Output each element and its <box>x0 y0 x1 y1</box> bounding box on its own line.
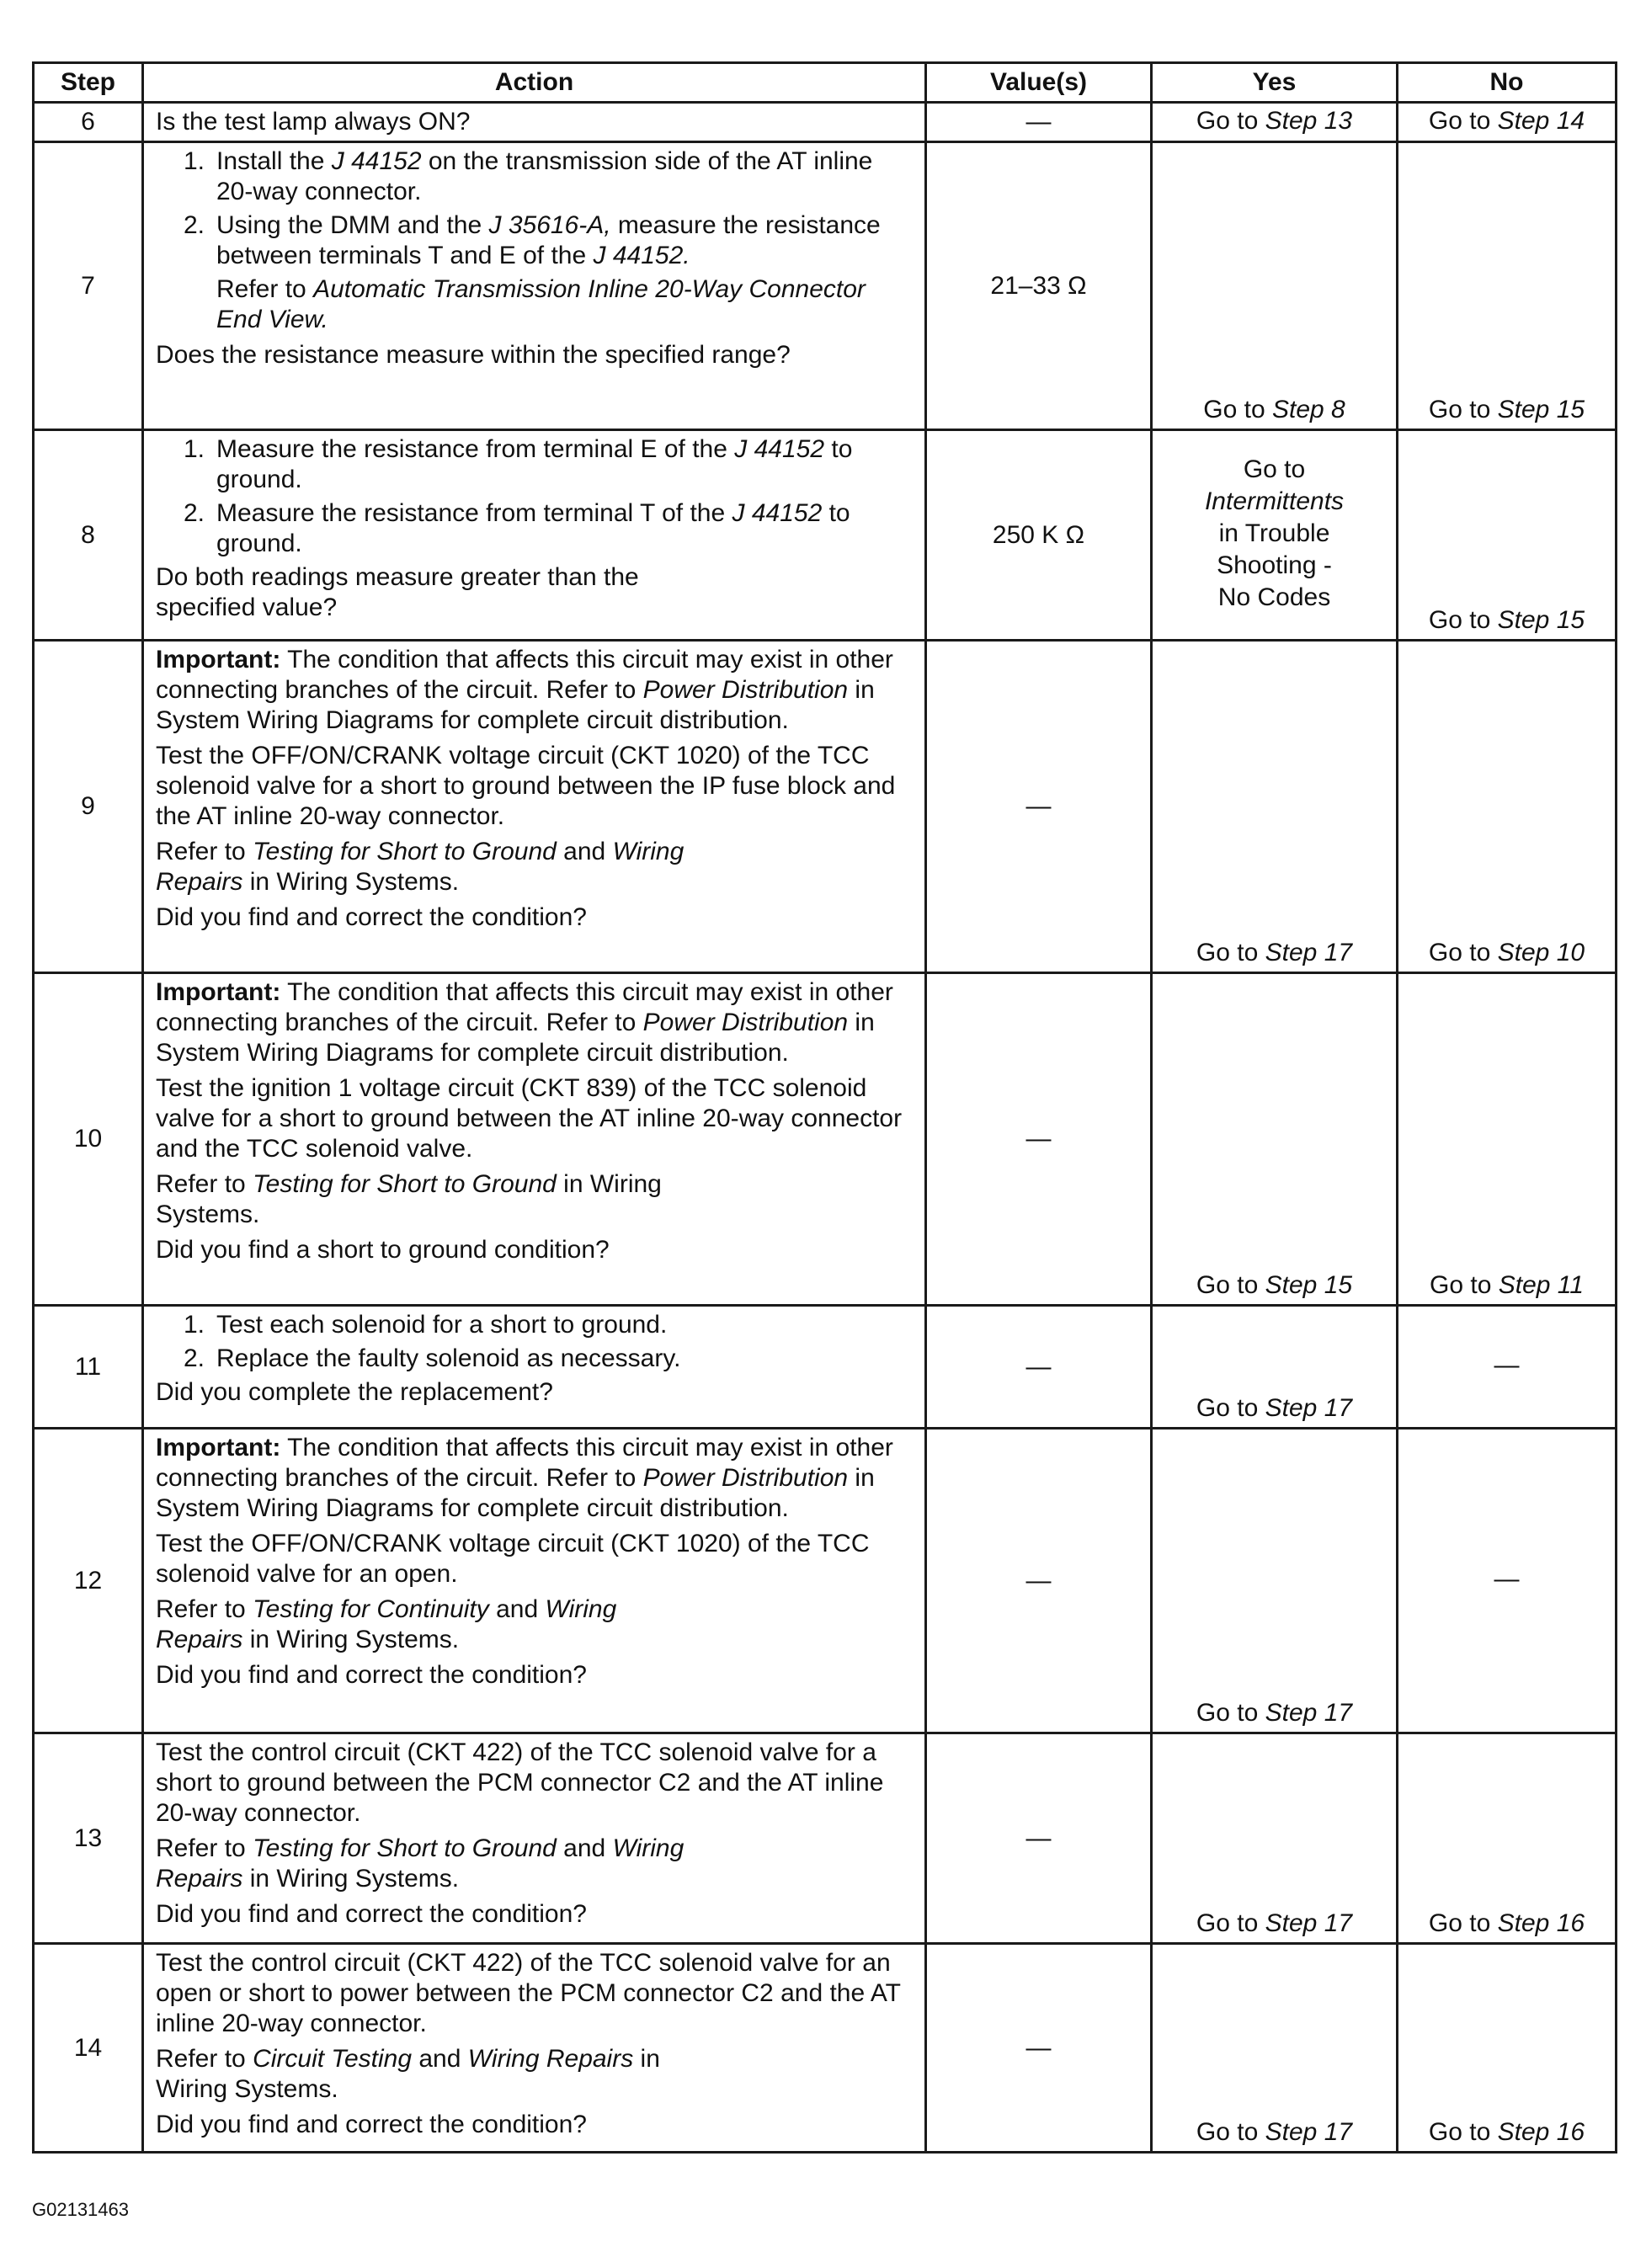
yes-prefix: Go to <box>1196 939 1265 966</box>
header-step: Step <box>34 63 143 103</box>
value-cell: 21–33 Ω <box>926 142 1152 430</box>
step-number: 6 <box>34 103 143 142</box>
important-note <box>156 645 916 736</box>
yes-line: Go to <box>1243 455 1306 483</box>
no-cell <box>1398 641 1617 973</box>
header-values: Value(s) <box>926 63 1152 103</box>
list-number: 2. <box>183 211 205 239</box>
text-span: The condition that affects this circuit may exist in other connecting branches of the circuit. Refer to <box>156 1434 893 1492</box>
table-row <box>34 103 1617 142</box>
no-step-ref: Step 15 <box>1497 606 1585 634</box>
list-number: 2. <box>183 499 205 527</box>
yes-prefix: Go to <box>1196 1909 1265 1937</box>
tool-ref: J 44152 <box>734 435 825 463</box>
list-item <box>156 146 916 207</box>
list-number: 1. <box>183 435 205 463</box>
important-label: Important: <box>156 646 281 673</box>
yes-prefix: Go to <box>1196 106 1265 135</box>
text-span: to ground. <box>216 435 853 493</box>
header-no: No <box>1398 63 1617 103</box>
no-step-ref: Step 16 <box>1497 2118 1585 2146</box>
text-span: in Wiring Systems. <box>156 1170 662 1228</box>
yes-step-ref: Step 15 <box>1265 1271 1353 1299</box>
no-step-ref: Step 15 <box>1497 396 1585 423</box>
text-span: Using the DMM and the <box>216 211 489 239</box>
no-cell: — <box>1398 1306 1617 1429</box>
question-text: Did you complete the replacement? <box>156 1378 553 1406</box>
important-note <box>156 1433 916 1524</box>
yes-cell <box>1152 1733 1398 1944</box>
text-span: and <box>556 1834 613 1862</box>
list-number: 1. <box>183 1311 205 1339</box>
step-number: 11 <box>34 1306 143 1429</box>
reference-link: Circuit Testing <box>253 2045 413 2073</box>
value-cell: — <box>926 973 1152 1306</box>
question-text: Do both readings measure greater than the specified value? <box>156 563 639 621</box>
list-text: Test each solenoid for a short to ground. <box>216 1311 668 1339</box>
value-cell: — <box>926 1944 1152 2153</box>
action-cell <box>143 1944 926 2153</box>
no-cell <box>1398 103 1617 142</box>
text-span: in System Wiring Diagrams for complete circuit distribution. <box>156 676 875 734</box>
yes-cell <box>1152 103 1398 142</box>
action-cell <box>143 430 926 641</box>
no-step-ref: Step 10 <box>1497 939 1585 966</box>
text-span: measure the resistance between terminals T and E of the <box>216 211 881 269</box>
list-text <box>216 210 916 271</box>
text-span: in System Wiring Diagrams for complete circuit distribution. <box>156 1464 875 1522</box>
text-span: and <box>556 838 613 865</box>
reference-link: Power Distribution <box>642 1009 849 1036</box>
no-cell <box>1398 1733 1617 1944</box>
reference-link: Automatic Transmission Inline 20-Way Connector End View. <box>216 275 866 333</box>
table-row <box>34 1733 1617 1944</box>
reference-link: Wiring Repairs <box>156 1834 685 1893</box>
diagnostic-table <box>32 61 1617 2154</box>
no-prefix: Go to <box>1428 606 1498 634</box>
text-span: Refer to <box>156 1595 253 1623</box>
value-cell: 250 K Ω <box>926 430 1152 641</box>
text-span: and <box>488 1595 546 1623</box>
question-text: Did you find and correct the condition? <box>156 1900 587 1928</box>
diagnostic-table-page <box>32 61 1615 2154</box>
value-cell: — <box>926 1306 1152 1429</box>
test-instruction: Test the ignition 1 voltage circuit (CKT 839) of the TCC solenoid valve for a short to ground between the AT inline 20-way connector and the TCC solenoid valve. <box>156 1074 903 1163</box>
no-prefix: Go to <box>1428 106 1498 135</box>
yes-step-ref: Step 17 <box>1265 939 1353 966</box>
important-label: Important: <box>156 978 281 1006</box>
question-text: Did you find a short to ground condition? <box>156 1236 610 1264</box>
yes-prefix: Go to <box>1196 1394 1265 1422</box>
no-cell: — <box>1398 1429 1617 1733</box>
yes-line: No Codes <box>1217 583 1331 611</box>
reference-link: Testing for Short to Ground <box>253 1834 557 1862</box>
list-item <box>156 434 916 495</box>
yes-cell <box>1152 641 1398 973</box>
no-prefix: Go to <box>1428 1909 1498 1937</box>
tool-ref: J 44152 <box>331 147 422 175</box>
action-cell <box>143 103 926 142</box>
text-span: Refer to <box>156 2045 253 2073</box>
value-cell: — <box>926 1429 1152 1733</box>
step-number: 13 <box>34 1733 143 1944</box>
important-note <box>156 977 916 1068</box>
question-text: Did you find and correct the condition? <box>156 1661 587 1689</box>
step-number: 7 <box>34 142 143 430</box>
yes-reference <box>1153 486 1395 518</box>
yes-step-ref: Step 17 <box>1265 1394 1353 1422</box>
yes-cell <box>1152 973 1398 1306</box>
reference-link: Wiring Repairs <box>156 1595 617 1653</box>
refer-text <box>156 2044 695 2105</box>
table-row <box>34 1306 1617 1429</box>
refer-text <box>216 274 916 335</box>
no-cell <box>1398 1944 1617 2153</box>
reference-link: Power Distribution <box>642 676 849 704</box>
question-text: Did you find and correct the condition? <box>156 903 587 931</box>
refer-text <box>156 1834 695 1894</box>
header-action: Action <box>143 63 926 103</box>
important-label: Important: <box>156 1434 281 1461</box>
text-span: in Wiring Systems. <box>242 1865 460 1893</box>
reference-link: Testing for Continuity <box>253 1595 489 1623</box>
yes-step-ref: Step 13 <box>1265 106 1353 135</box>
no-step-ref: Step 11 <box>1498 1271 1584 1299</box>
no-prefix: Go to <box>1428 939 1498 966</box>
list-item <box>156 1310 916 1340</box>
test-instruction: Test the OFF/ON/CRANK voltage circuit (CKT 1020) of the TCC solenoid valve for a short to ground between the IP fuse block and the AT inline 20-way connector. <box>156 742 896 830</box>
table-row <box>34 1944 1617 2153</box>
step-number: 14 <box>34 1944 143 2153</box>
list-item <box>156 1344 916 1374</box>
action-cell <box>143 641 926 973</box>
question-text: Is the test lamp always ON? <box>156 108 471 136</box>
text-span: in Wiring Systems. <box>156 2045 660 2103</box>
no-cell <box>1398 430 1617 641</box>
reference-link: Wiring Repairs <box>156 838 685 896</box>
header-yes: Yes <box>1152 63 1398 103</box>
action-cell <box>143 1733 926 1944</box>
yes-step-ref: Step 8 <box>1271 396 1345 423</box>
action-cell <box>143 1429 926 1733</box>
yes-cell <box>1152 1944 1398 2153</box>
step-number: 10 <box>34 973 143 1306</box>
list-text <box>216 434 916 495</box>
yes-cell <box>1152 1429 1398 1733</box>
text-span: in System Wiring Diagrams for complete circuit distribution. <box>156 1009 875 1067</box>
test-instruction: Test the control circuit (CKT 422) of the TCC solenoid valve for a short to ground between the PCM connector C2 and the AT inline 20-way connector. <box>156 1738 884 1827</box>
table-header-row <box>34 63 1617 103</box>
reference-link: Testing for Short to Ground <box>253 1170 557 1198</box>
table-row <box>34 142 1617 430</box>
table-row <box>34 973 1617 1306</box>
yes-cell <box>1152 1306 1398 1429</box>
table-row <box>34 1429 1617 1733</box>
text-span: on the transmission side of the AT inline 20-way connector. <box>216 147 873 205</box>
action-cell <box>143 1306 926 1429</box>
no-step-ref: Step 14 <box>1497 106 1585 135</box>
yes-cell <box>1152 430 1398 641</box>
refer-text <box>156 837 695 897</box>
no-cell <box>1398 973 1617 1306</box>
tool-ref: J 35616-A, <box>488 211 611 239</box>
no-prefix: Go to <box>1428 2118 1498 2146</box>
yes-line: Shooting - <box>1217 551 1332 579</box>
text-span: Measure the resistance from terminal E of the <box>216 435 735 463</box>
text-span: Measure the resistance from terminal T of the <box>216 499 732 527</box>
yes-prefix: Go to <box>1203 396 1272 423</box>
text-span: Refer to <box>216 275 314 303</box>
no-step-ref: Step 16 <box>1497 1909 1585 1937</box>
yes-prefix: Go to <box>1196 1699 1265 1727</box>
yes-cell <box>1152 142 1398 430</box>
figure-id: G02131463 <box>32 2199 129 2220</box>
text-span: The condition that affects this circuit may exist in other connecting branches of the circuit. Refer to <box>156 646 893 704</box>
text-span: in Wiring Systems. <box>242 1626 460 1653</box>
action-cell <box>143 973 926 1306</box>
text-span: The condition that affects this circuit may exist in other connecting branches of the circuit. Refer to <box>156 978 893 1036</box>
text-span: Install the <box>216 147 332 175</box>
test-instruction: Test the OFF/ON/CRANK voltage circuit (CKT 1020) of the TCC solenoid valve for an open. <box>156 1530 870 1588</box>
list-text: Replace the faulty solenoid as necessary. <box>216 1344 681 1372</box>
text-span: to ground. <box>216 499 850 557</box>
list-text <box>216 146 916 207</box>
yes-step-ref: Step 17 <box>1265 1699 1353 1727</box>
step-number: 8 <box>34 430 143 641</box>
reference-link: Testing for Short to Ground <box>253 838 557 865</box>
value-cell: — <box>926 1733 1152 1944</box>
text-span: Refer to <box>156 1834 253 1862</box>
text-span: in Wiring Systems. <box>242 868 460 896</box>
table-row <box>34 641 1617 973</box>
no-cell <box>1398 142 1617 430</box>
yes-prefix: Go to <box>1196 2118 1265 2146</box>
refer-text <box>156 1169 695 1230</box>
step-number: 9 <box>34 641 143 973</box>
step-number: 12 <box>34 1429 143 1733</box>
tool-ref: J 44152. <box>593 242 690 269</box>
tool-ref: J 44152 <box>732 499 823 527</box>
list-number: 1. <box>183 147 205 175</box>
refer-text <box>156 1595 695 1655</box>
yes-line: in Trouble <box>1218 519 1330 547</box>
value-cell: — <box>926 103 1152 142</box>
text-span: Refer to <box>156 838 253 865</box>
text-span: Refer to <box>156 1170 253 1198</box>
table-row <box>34 430 1617 641</box>
action-cell <box>143 142 926 430</box>
list-item <box>156 210 916 271</box>
text-span: and <box>412 2045 468 2073</box>
reference-link: Power Distribution <box>642 1464 849 1492</box>
no-prefix: Go to <box>1428 396 1498 423</box>
no-prefix: Go to <box>1430 1271 1499 1299</box>
list-text <box>216 498 916 559</box>
yes-prefix: Go to <box>1196 1271 1265 1299</box>
list-item <box>156 498 916 559</box>
reference-link: Intermittents <box>1204 487 1345 515</box>
yes-step-ref: Step 17 <box>1265 2118 1353 2146</box>
question-text: Did you find and correct the condition? <box>156 2111 587 2138</box>
reference-link: Wiring Repairs <box>467 2045 634 2073</box>
test-instruction: Test the control circuit (CKT 422) of the TCC solenoid valve for an open or short to power between the PCM connector C2 and the AT inline 20-way connector. <box>156 1949 901 2037</box>
list-number: 2. <box>183 1344 205 1372</box>
question-text: Does the resistance measure within the specified range? <box>156 341 791 369</box>
value-cell: — <box>926 641 1152 973</box>
yes-step-ref: Step 17 <box>1265 1909 1353 1937</box>
